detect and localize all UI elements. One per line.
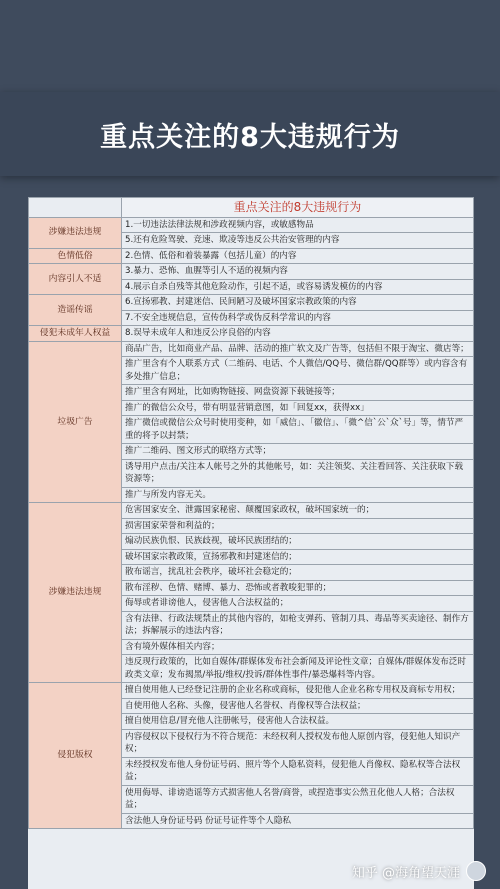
category-cell: 侵犯版权 xyxy=(29,683,122,829)
rule-item-cell: 3.暴力、恐怖、血腥等引人不适的视频内容 xyxy=(122,264,474,280)
rule-item-cell: 商品广告，比如商业产品、品牌、活动的推广软文及广告等，包括但不限于淘宝、微店等； xyxy=(122,341,474,357)
rule-item-cell: 擅自使用信息/冒充他人注册帐号，侵害他人合法权益。 xyxy=(122,714,474,730)
table-row xyxy=(29,295,474,311)
rule-item-cell: 散布谣言，扰乱社会秩序，破坏社会稳定的； xyxy=(122,565,474,581)
rule-item-cell: 含有法律、行政法规禁止的其他内容的，如枪支弹药、管制刀具、毒品等买卖途径、制作方法；拆解展示的违法内容； xyxy=(122,611,474,639)
rules-table xyxy=(28,197,474,829)
rule-item-cell: 使用侮辱、诽谤造谣等方式损害他人名誉/商誉，或捏造事实公然丑化他人人格；合法权益； xyxy=(122,785,474,813)
rule-item-cell: 含有境外媒体相关内容； xyxy=(122,639,474,655)
rule-item-cell: 违反现行政策的，比如自媒体/群媒体发布社会新闻及评论性文章；自媒体/群媒体发布泛时政类文章；发布揭黑/举报/维权/投诉/群体性事件/暴恐爆料等内容。 xyxy=(122,655,474,683)
rule-item-cell: 4.展示自杀自残等其他危险动作，引起不适，或容易诱发模仿的内容 xyxy=(122,279,474,295)
table-row xyxy=(29,503,474,519)
table-header: 重点关注的8大违规行为 xyxy=(122,198,474,218)
table-row xyxy=(29,683,474,699)
rule-item-cell: 损害国家荣誉和利益的； xyxy=(122,518,474,534)
rule-item-cell: 2.色情、低俗和着装暴露（包括儿童）的内容 xyxy=(122,248,474,264)
rule-item-cell: 1.一切违法法律法规和涉政视频内容，或敏感物品 xyxy=(122,217,474,233)
category-cell: 侵犯未成年人权益 xyxy=(29,326,122,342)
rule-item-cell: 内容侵权以下侵权行为不符合规范：未经权利人授权发布他人原创内容，侵犯他人知识产权； xyxy=(122,729,474,757)
watermark xyxy=(352,861,486,881)
table-row xyxy=(29,217,474,233)
avatar xyxy=(466,861,486,881)
rule-item-cell: 6.宣扬邪教、封建迷信、民间陋习及破坏国家宗教政策的内容 xyxy=(122,295,474,311)
rule-item-cell: 自使用他人名称、头像，侵害他人名誉权、肖像权等合法权益； xyxy=(122,698,474,714)
category-cell: 内容引人不适 xyxy=(29,264,122,295)
table-row xyxy=(29,248,474,264)
table-row xyxy=(29,264,474,280)
rule-item-cell: 煽动民族仇恨、民族歧视，破坏民族团结的； xyxy=(122,534,474,550)
category-cell: 涉嫌违法违规 xyxy=(29,217,122,248)
rule-item-cell: 破坏国家宗教政策，宣扬邪教和封建迷信的； xyxy=(122,549,474,565)
rule-item-cell: 含法他人身份证号码 份证号证件等个人隐私 xyxy=(122,813,474,829)
category-cell: 垃圾广告 xyxy=(29,341,122,503)
rule-item-cell: 7.不安全违规信息，宣传伪科学或伪反科学常识的内容 xyxy=(122,310,474,326)
rule-item-cell: 推广二维码、图文形式的联络方式等； xyxy=(122,444,474,460)
category-cell: 造谣传谣 xyxy=(29,295,122,326)
table-header-row xyxy=(29,198,474,218)
rules-table-sheet xyxy=(28,197,474,889)
rule-item-cell: 推广里含有网址，比如购物链接、网盘资源下载链接等； xyxy=(122,385,474,401)
rule-item-cell: 未经授权发布他人身份证号码、照片等个人隐私资料，侵犯他人肖像权、隐私权等合法权益； xyxy=(122,757,474,785)
rule-item-cell: 推广里含有个人联系方式（二维码、电话、个人微信/QQ号、微信群/QQ群等）或内容含有多处推广信息； xyxy=(122,357,474,385)
table-row xyxy=(29,326,474,342)
rule-item-cell: 5.还有危险驾驶、竞速、欺凌等违反公共治安管理的内容 xyxy=(122,233,474,249)
category-cell: 涉嫌违法违规 xyxy=(29,503,122,683)
rule-item-cell: 推广微信或微信公众号时使用变种，如「威信」、「徽信」、「微^信`公`众`号」等，情节严重的将予以封禁； xyxy=(122,416,474,444)
rule-item-cell: 擅自使用他人已经登记注册的企业名称或商标，侵犯他人企业名称专用权及商标专用权； xyxy=(122,683,474,699)
rule-item-cell: 诱导用户点击/关注本人帐号之外的其他帐号，如：关注领奖、关注看回答、关注获取下载资源等； xyxy=(122,459,474,487)
rule-item-cell: 侮辱或者诽谤他人，侵害他人合法权益的； xyxy=(122,596,474,612)
header-empty-cell xyxy=(29,198,122,218)
rule-item-cell: 推广与所发内容无关。 xyxy=(122,487,474,503)
rule-item-cell: 散布淫秽、色情、赌博、暴力、恐怖或者教唆犯罪的； xyxy=(122,580,474,596)
banner-title: 重点关注的8大违规行为 xyxy=(100,121,400,153)
category-cell: 色情低俗 xyxy=(29,248,122,264)
watermark-text: 知乎 @海角望天涯 xyxy=(351,865,460,881)
rule-item-cell: 推广的微信公众号，带有明显营销意图，如「回复xx，获得xx」 xyxy=(122,400,474,416)
title-banner xyxy=(0,92,500,176)
table-row xyxy=(29,341,474,357)
rule-item-cell: 8.误导未成年人和违反公序良俗的内容 xyxy=(122,326,474,342)
rule-item-cell: 危害国家安全、泄露国家秘密、颠覆国家政权，破坏国家统一的； xyxy=(122,503,474,519)
